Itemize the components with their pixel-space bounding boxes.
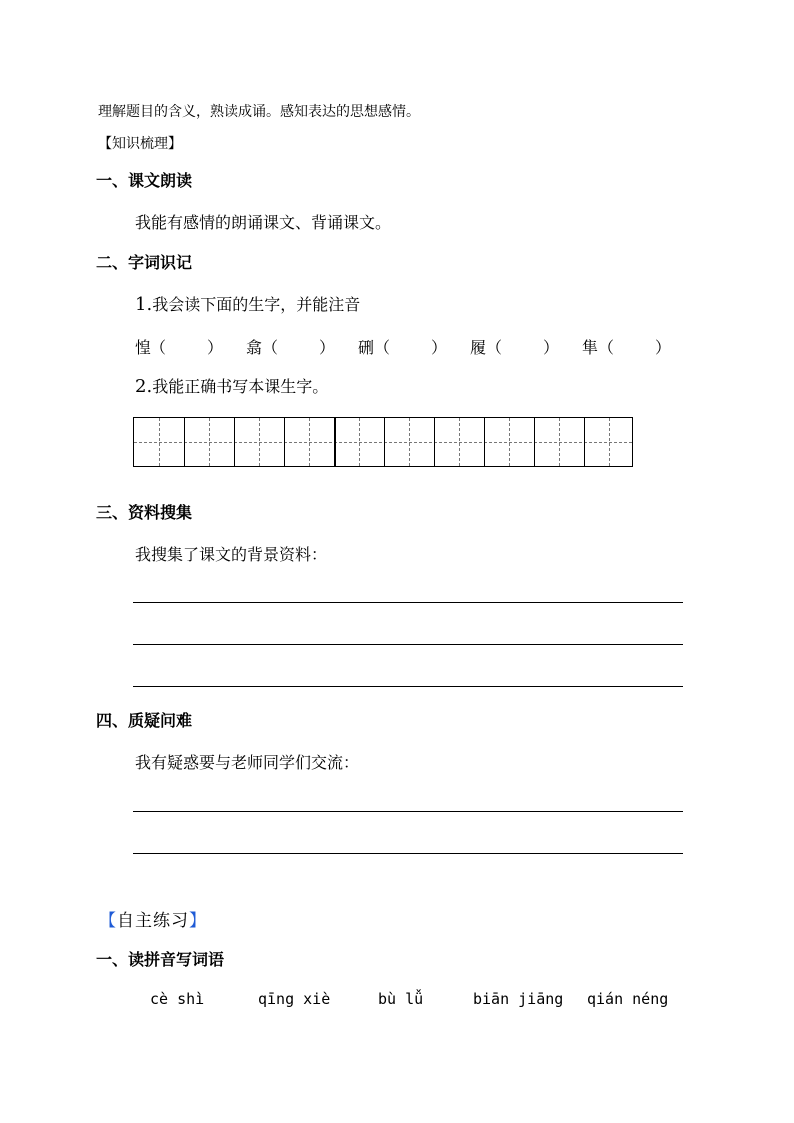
answer-line[interactable] [133, 644, 683, 645]
answer-line[interactable] [133, 602, 683, 603]
grid-cell-border [184, 418, 185, 466]
char-2: 翕 [246, 338, 263, 357]
grid-cell-border [334, 418, 336, 466]
section4-prompt: 我有疑惑要与老师同学们交流： [135, 753, 360, 772]
pinyin-item: qīng xiè [258, 990, 331, 1008]
pinyin-item: biān jiāng [473, 990, 564, 1008]
char-4-open-paren: （ [486, 338, 503, 357]
writing-grid [133, 417, 633, 467]
char-4: 履 [470, 338, 487, 357]
grid-guide [509, 418, 510, 466]
char-3: 硎 [358, 338, 375, 357]
section1-text: 我能有感情的朗诵课文、背诵课文。 [135, 213, 392, 232]
grid-guide [559, 418, 560, 466]
grid-cell-border [534, 418, 535, 466]
char-3-close-paren: ） [431, 338, 448, 357]
section1-title: 一、课文朗读 [96, 171, 193, 190]
bracket-open: 【 [99, 911, 117, 931]
grid-cell-border [234, 418, 235, 466]
char-1: 惶 [135, 338, 152, 357]
item2-number: 2. [135, 376, 153, 397]
section2-item2 [135, 374, 328, 397]
char-1-close-paren: ） [207, 338, 224, 357]
answer-line[interactable] [133, 811, 683, 812]
char-5-open-paren: （ [598, 338, 615, 357]
char-2-close-paren: ） [319, 338, 336, 357]
section2-item1 [135, 292, 360, 315]
grid-guide [459, 418, 460, 466]
grid-cell-border [384, 418, 385, 466]
grid-guide [159, 418, 160, 466]
char-5-close-paren: ） [655, 338, 672, 357]
char-3-open-paren: （ [374, 338, 391, 357]
char-1-open-paren: （ [150, 338, 167, 357]
self-practice-label: 自主练习 [117, 911, 189, 931]
char-2-open-paren: （ [262, 338, 279, 357]
pinyin-item: cè shì [150, 990, 205, 1008]
grid-guide [609, 418, 610, 466]
grid-guide [359, 418, 360, 466]
section2-title: 二、字词识记 [96, 253, 193, 272]
pinyin-item: bù lǚ [378, 990, 424, 1008]
char-annotation-row [0, 335, 794, 357]
char-5: 隼 [582, 338, 599, 357]
grid-cell-border [484, 418, 485, 466]
item2-text: 我能正确书写本课生字。 [152, 377, 329, 396]
grid-cell-border [284, 418, 285, 466]
answer-line[interactable] [133, 686, 683, 687]
grid-guide [409, 418, 410, 466]
item1-number: 1. [135, 294, 153, 315]
char-4-close-paren: ） [543, 338, 560, 357]
knowledge-heading: 【知识梳理】 [98, 136, 182, 152]
section3-title: 三、资料搜集 [96, 503, 193, 522]
pinyin-item: qián néng [587, 990, 669, 1008]
section4-title: 四、质疑问难 [96, 711, 193, 730]
grid-guide [309, 418, 310, 466]
grid-cell-border [584, 418, 585, 466]
grid-guide [209, 418, 210, 466]
intro-text: 理解题目的含义，熟读成诵。感知表达的思想感情。 [98, 104, 420, 120]
answer-line[interactable] [133, 853, 683, 854]
self-practice-heading [99, 906, 207, 931]
grid-guide [259, 418, 260, 466]
bracket-close: 】 [189, 911, 207, 931]
section3-prompt: 我搜集了课文的背景资料： [135, 545, 328, 564]
section5-title: 一、读拼音写词语 [96, 950, 225, 969]
grid-cell-border [434, 418, 435, 466]
item1-text: 我会读下面的生字，并能注音 [152, 295, 361, 314]
